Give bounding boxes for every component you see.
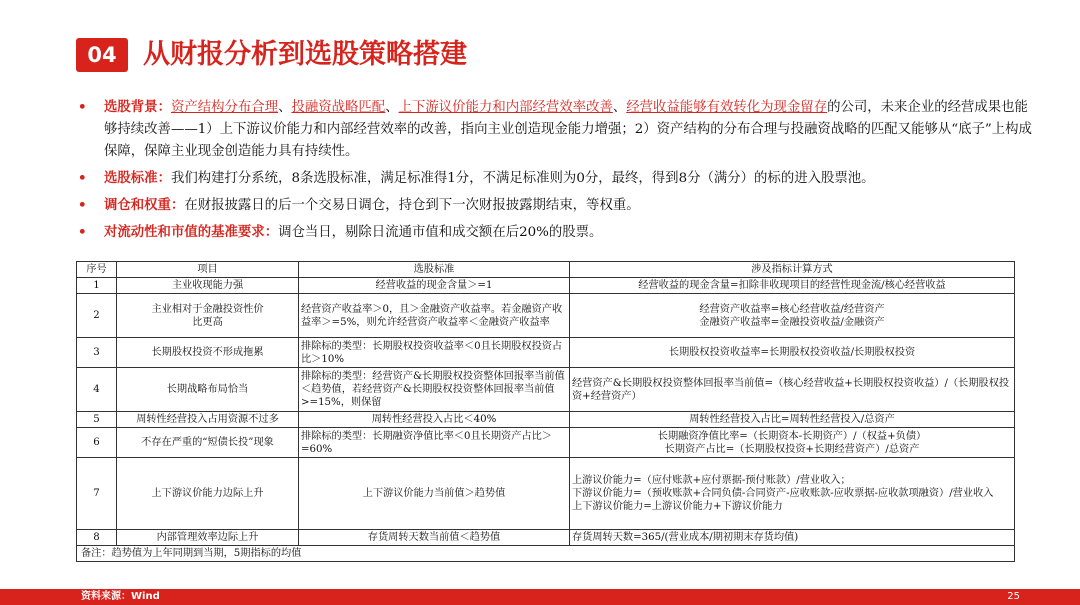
row-number: 4 [77, 368, 117, 412]
row-standard: 排除标的类型：长期股权投资收益率＜0且长期股权投资占比＞10% [299, 338, 570, 368]
row-item: 不存在严重的“短债长投”现象 [117, 428, 299, 458]
bullet-text: 调仓当日，剔除日流通市值和成交额在后20%的股票。 [278, 225, 603, 240]
table-row [77, 278, 1015, 294]
row-formula: 经营资产&长期股权投资整体回报率当前值=（核心经营收益+长期股权投资收益）/（长期股权投资+经营资产） [570, 368, 1015, 412]
row-formula: 长期融资净值比率=（长期资本-长期资产）/（权益+负债） 长期资产占比=（长期股权投资+长期经营资产）/总资产 [570, 428, 1015, 458]
source-note: 资料来源：Wind [81, 591, 160, 602]
row-item: 上下游议价能力边际上升 [117, 458, 299, 530]
row-number: 2 [77, 294, 117, 338]
row-item: 主业相对于金融投资性价比更高 [117, 294, 299, 338]
bullet-rebalance: • 调仓和权重：在财报披露日的后一个交易日调仓，持仓到下一次财报披露期结束，等权重。 [76, 194, 1036, 217]
row-standard: 排除标的类型：经营资产&长期股权投资整体回报率当前值＜趋势值，若经营资产&长期股权投资整体回报率当前值>=15%，则保留 [299, 368, 570, 412]
row-number: 5 [77, 412, 117, 428]
table-row [77, 412, 1015, 428]
row-standard: 经营收益的现金含量＞=1 [299, 278, 570, 294]
row-standard: 经营资产收益率＞0，且＞金融资产收益率。若金融资产收益率＞=5%，则允许经营资产收益率＜金融资产收益率 [299, 294, 570, 338]
row-item: 长期战略布局恰当 [117, 368, 299, 412]
row-formula: 上游议价能力=（应付账款+应付票据-预付账款）/营业收入； 下游议价能力=（预收账款+合同负债-合同资产-应收账款-应收票据-应收款项融资）/营业收入 上下游议价能力=上游议价能力+下游议价能力 [570, 458, 1015, 530]
bullet-label: 选股标准 [104, 170, 158, 186]
table-note-row [77, 546, 1015, 562]
table-header-row [77, 262, 1015, 278]
bullet-text: 的公司，未来企业的经营成果也能够持续改善——1）上下游议价能力和内部经营效率的改善，指向主业创造现金能力增强；2）资产结构的分布合理与投融资战略的匹配又能够从“底子”上构成保障，保障主业现金创造能力具有持续性。 [104, 100, 1032, 159]
footer-bar [0, 589, 1080, 605]
row-formula: 存货周转天数=365/(营业成本/期初期末存货均值) [570, 530, 1015, 546]
header-cell-no: 序号 [77, 262, 117, 278]
page-number: 25 [1007, 591, 1020, 602]
row-number: 3 [77, 338, 117, 368]
header-cell-item: 项目 [117, 262, 299, 278]
page-title: 从财报分析到选股策略搭建 [143, 39, 467, 70]
highlight-text: 投融资战略匹配 [291, 100, 386, 115]
row-formula: 经营收益的现金含量=扣除非收现项目的经营性现金流/核心经营收益 [570, 278, 1015, 294]
row-formula: 长期股权投资收益率=长期股权投资收益/长期股权投资 [570, 338, 1015, 368]
table-row [77, 294, 1015, 338]
row-number: 6 [77, 428, 117, 458]
row-number: 7 [77, 458, 117, 530]
header-cell-formula: 涉及指标计算方式 [570, 262, 1015, 278]
table-row [77, 338, 1015, 368]
criteria-table [76, 261, 1015, 562]
bullet-label: 选股背景 [104, 99, 158, 115]
bullet-label: 调仓和权重 [104, 197, 171, 213]
row-number: 8 [77, 530, 117, 546]
bullet-dot-icon: • [78, 99, 87, 115]
row-number: 1 [77, 278, 117, 294]
highlight-text: 上下游议价能力和内部经营效率改善 [398, 100, 613, 115]
table-row [77, 458, 1015, 530]
row-standard: 存货周转天数当前值＜趋势值 [299, 530, 570, 546]
row-item: 主业收现能力强 [117, 278, 299, 294]
row-standard: 上下游议价能力当前值＞趋势值 [299, 458, 570, 530]
bullet-liquidity: • 对流动性和市值的基准要求：调仓当日，剔除日流通市值和成交额在后20%的股票。 [76, 221, 1036, 244]
bullet-text: 在财报披露日的后一个交易日调仓，持仓到下一次财报披露期结束，等权重。 [184, 198, 640, 213]
bullet-text: 我们构建打分系统，8条选股标准，满足标准得1分，不满足标准则为0分，最终，得到8分（满分）的标的进入股票池。 [170, 171, 875, 186]
bullet-dot-icon: • [78, 197, 87, 213]
row-item: 内部管理效率边际上升 [117, 530, 299, 546]
section-number-badge: 04 [76, 38, 128, 72]
bullet-list [76, 96, 1036, 248]
row-standard: 周转性经营投入占比＜40% [299, 412, 570, 428]
table-row [77, 530, 1015, 546]
row-item: 长期股权投资不形成拖累 [117, 338, 299, 368]
bullet-label: 对流动性和市值的基准要求 [104, 224, 265, 240]
bullet-background: • 选股背景：资产结构分布合理、投融资战略匹配、上下游议价能力和内部经营效率改善、经营收益能够有效转化为现金留存的公司，未来企业的经营成果也能够持续改善——1）上下游议价能力和内部经营效率的改善，指向主业创造现金能力增强；2）资产结构的分布合理与投融资战略的匹配又能够从“底子”上构成保障，保障主业现金创造能力具有持续性。 [76, 96, 1036, 163]
row-standard: 排除标的类型：长期融资净值比率＜0且长期资产占比＞=60% [299, 428, 570, 458]
table-row [77, 428, 1015, 458]
highlight-text: 资产结构分布合理 [170, 100, 279, 115]
criteria-table-container [76, 261, 1014, 562]
table-note: 备注：趋势值为上年同期到当期，5期指标的均值 [77, 546, 1015, 562]
table-row [77, 368, 1015, 412]
bullet-dot-icon: • [78, 224, 87, 240]
highlight-text: 经营收益能够有效转化为现金留存 [626, 100, 828, 115]
header-cell-standard: 选股标准 [299, 262, 570, 278]
row-formula: 周转性经营投入占比=周转性经营投入/总资产 [570, 412, 1015, 428]
row-item: 周转性经营投入占用资源不过多 [117, 412, 299, 428]
bullet-standard: • 选股标准：我们构建打分系统，8条选股标准，满足标准得1分，不满足标准则为0分，最终，得到8分（满分）的标的进入股票池。 [76, 167, 1036, 190]
row-formula: 经营资产收益率=核心经营收益/经营资产 金融资产收益率=金融投资收益/金融资产 [570, 294, 1015, 338]
bullet-dot-icon: • [78, 170, 87, 186]
